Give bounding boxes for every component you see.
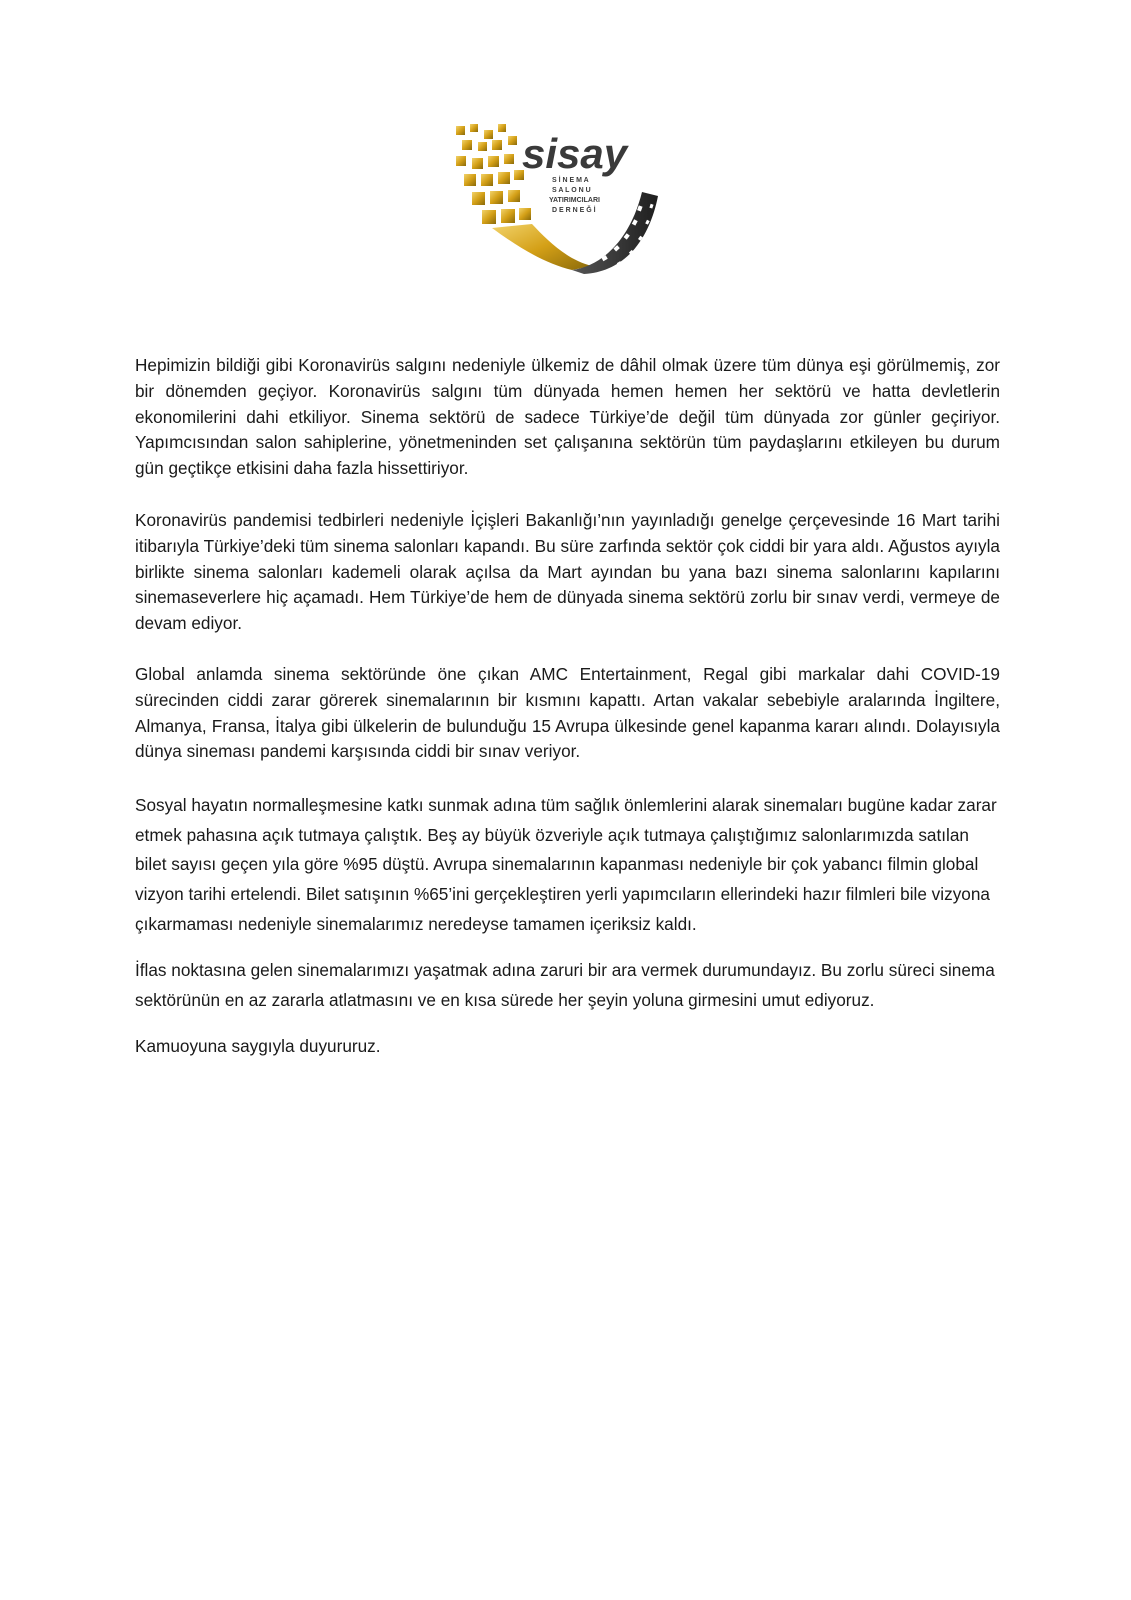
film-strip: [572, 192, 658, 274]
logo-line-3: YATIRIMCILARI: [549, 197, 600, 204]
paragraph: Global anlamda sinema sektöründe öne çıkan AMC Entertainment, Regal gibi markalar dahi COVID-19 sürecinden ciddi zarar görerek sinemalarının bir kısmını kapattı. Artan vakalar sebebiyle aralarında İngiltere, Almanya, Fransa, İtalya gibi ülkelerin de bulunduğu 15 Avrupa ülkesinde genel kapanma kararı alındı. Dolayısıyla dünya sineması pandemi karşısında ciddi bir sınav veriyor.: [135, 663, 1000, 762]
gold-ribbon: [492, 224, 592, 270]
logo-line-2: S A L O N U: [552, 187, 591, 194]
logo-wordmark: sisay: [522, 130, 628, 177]
logo-line-4: D E R N E Ğ İ: [552, 207, 596, 214]
paragraph: İflas noktasına gelen sinemalarımızı yaşatmak adına zaruri bir ara vermek durumundayız. Bu zorlu süreci sinema sektörünün en az zararla atlatmasını ve en kısa sürede her şeyin yoluna girmesini umut ediyoruz.: [135, 960, 995, 1010]
sisay-logo: [452, 120, 662, 275]
sisay-logo-graphic: [452, 120, 662, 275]
closing-line: Kamuoyuna saygıyla duyururuz.: [135, 1036, 381, 1057]
logo-line-1: S İ N E M A: [552, 177, 589, 184]
document-body: [135, 353, 1000, 1060]
gold-pixels: [456, 124, 531, 224]
paragraph: Sosyal hayatın normalleşmesine katkı sunmak adına tüm sağlık önlemlerini alarak sinemaları bugüne kadar zarar etmek pahasına açık tutmaya çalıştık. Beş ay büyük özveriyle açık tutmaya çalıştığımız salonlarımızda satılan bilet sayısı geçen yıla göre %95 düştü. Avrupa sinemalarının kapanması nedeniyle bir çok yabancı filmin global vizyon tarihi ertelendi. Bilet satışının %65’ini gerçekleştiren yerli yapımcıların ellerindeki hazır filmleri bile vizyona çıkarmaması nedeniyle sinemalarımız neredeyse tamamen içeriksiz kaldı.: [135, 795, 997, 934]
paragraph: Hepimizin bildiği gibi Koronavirüs salgını nedeniyle ülkemiz de dâhil olmak üzere tüm dünya eşi görülmemiş, zor bir dönemden geçiyor. Koronavirüs salgını tüm dünyada hemen hemen her sektörü ve hatta devletlerin ekonomilerini dahi etkiliyor. Sinema sektörü de sadece Türkiye’de değil tüm dünyada zor günler geçiriyor. Yapımcısından salon sahiplerine, yönetmeninden set çalışanına sektörün tüm paydaşlarını etkileyen bu durum gün geçtikçe etkisini daha fazla hissettiriyor.: [135, 355, 1000, 479]
paragraph: Koronavirüs pandemisi tedbirleri nedeniyle İçişleri Bakanlığı’nın yayınladığı genelge çerçevesinde 16 Mart tarihi itibarıyla Türkiye’deki tüm sinema salonları kapandı. Bu süre zarfında sektör çok ciddi bir yara aldı. Ağustos ayıyla birlikte sinema salonları kademeli olarak açılsa da Mart ayından bu yana bazı sinema salonlarını kapılarını sinemaseverlere hiç açamadı. Hem Türkiye’de hem de dünyada sinema sektörü zorlu bir sınav verdi, vermeye de devam ediyor.: [135, 509, 1000, 634]
